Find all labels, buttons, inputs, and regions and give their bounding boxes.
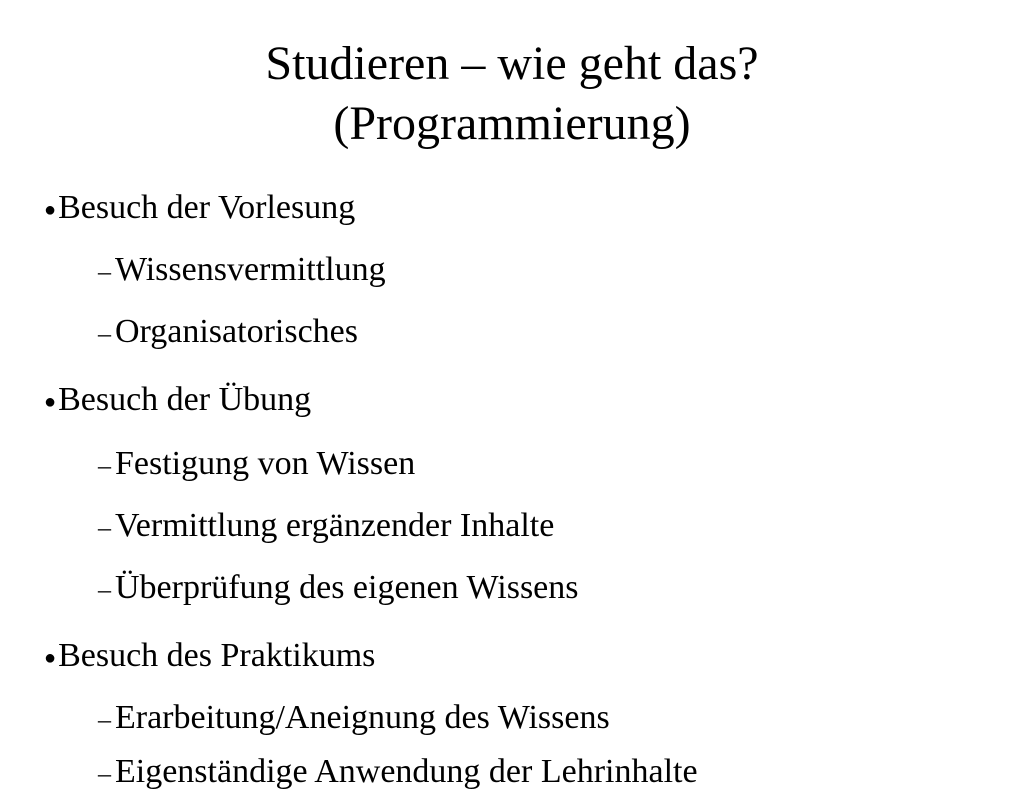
dash-icon: – bbox=[98, 451, 111, 480]
bullet-item-level2 bbox=[98, 752, 698, 794]
slide-title bbox=[0, 34, 1024, 154]
bullet-item-level2 bbox=[98, 250, 386, 292]
dash-icon: – bbox=[98, 575, 111, 604]
bullet-item-level1 bbox=[44, 188, 355, 232]
bullet-item-level2 bbox=[98, 698, 610, 740]
bullet-text: Besuch der Vorlesung bbox=[58, 189, 356, 226]
bullet-item-level2 bbox=[98, 444, 415, 486]
bullet-item-level2 bbox=[98, 312, 358, 354]
bullet-text: Besuch des Praktikums bbox=[58, 637, 376, 674]
dash-icon: – bbox=[98, 257, 111, 286]
bullet-text: Wissensvermittlung bbox=[115, 251, 386, 288]
dash-icon: – bbox=[98, 759, 111, 788]
dash-icon: – bbox=[98, 705, 111, 734]
slide-title-line-1: Studieren – wie geht das? bbox=[265, 37, 759, 90]
bullet-item-level2 bbox=[98, 506, 554, 548]
bullet-item-level1 bbox=[44, 380, 311, 424]
dash-icon: – bbox=[98, 319, 111, 348]
bullet-text: Besuch der Übung bbox=[58, 381, 312, 418]
bullet-dot-icon: ● bbox=[44, 199, 57, 221]
bullet-text: Festigung von Wissen bbox=[115, 445, 416, 482]
bullet-text: Vermittlung ergänzender Inhalte bbox=[115, 507, 555, 544]
dash-icon: – bbox=[98, 513, 111, 542]
slide-title-line-2: (Programmierung) bbox=[333, 97, 691, 150]
bullet-text: Überprüfung des eigenen Wissens bbox=[115, 569, 579, 606]
bullet-dot-icon: ● bbox=[44, 647, 57, 669]
bullet-item-level1 bbox=[44, 636, 375, 680]
bullet-item-level2 bbox=[98, 568, 579, 610]
bullet-text: Eigenständige Anwendung der Lehrinhalte bbox=[115, 753, 698, 790]
bullet-text: Erarbeitung/Aneignung des Wissens bbox=[115, 699, 610, 736]
bullet-text: Organisatorisches bbox=[115, 313, 358, 350]
bullet-dot-icon: ● bbox=[44, 391, 57, 413]
